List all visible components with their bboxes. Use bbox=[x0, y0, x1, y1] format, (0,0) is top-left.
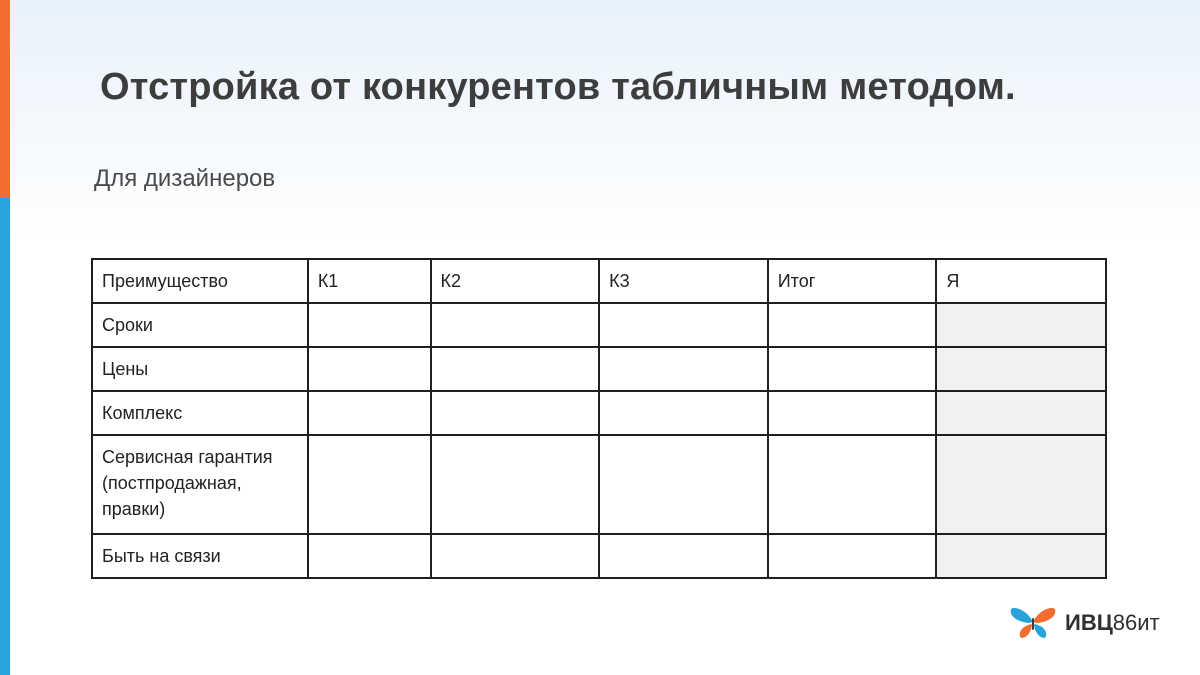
table-cell bbox=[431, 435, 600, 534]
company-logo bbox=[1009, 606, 1160, 640]
table-cell bbox=[308, 303, 431, 347]
table-header-cell: Преимущество bbox=[92, 259, 308, 303]
table-header-cell: Итог bbox=[768, 259, 937, 303]
table-header-cell: Я bbox=[936, 259, 1106, 303]
table-cell bbox=[768, 347, 937, 391]
table-cell bbox=[431, 391, 600, 435]
table-cell bbox=[308, 435, 431, 534]
row-label: Цены bbox=[92, 347, 308, 391]
table-cell bbox=[599, 347, 768, 391]
table-cell bbox=[599, 435, 768, 534]
table-row bbox=[92, 534, 1106, 578]
table-cell bbox=[308, 534, 431, 578]
slide-title: Отстройка от конкурентов табличным методом. bbox=[100, 66, 1016, 108]
table-cell-me bbox=[936, 391, 1106, 435]
table-cell bbox=[308, 347, 431, 391]
table-cell bbox=[599, 534, 768, 578]
butterfly-icon bbox=[1009, 606, 1057, 640]
table-row bbox=[92, 303, 1106, 347]
table-row bbox=[92, 347, 1106, 391]
table-header-row bbox=[92, 259, 1106, 303]
slide-subtitle: Для дизайнеров bbox=[94, 165, 276, 192]
row-label: Сервисная гарантия (постпродажная, правки) bbox=[92, 435, 308, 534]
table-header-cell: К3 bbox=[599, 259, 768, 303]
table-cell-me bbox=[936, 303, 1106, 347]
table-cell bbox=[431, 347, 600, 391]
logo-text-light: 86ит bbox=[1112, 610, 1160, 635]
table-cell bbox=[599, 391, 768, 435]
accent-bar-orange bbox=[0, 0, 10, 198]
table-cell bbox=[768, 435, 937, 534]
table-cell bbox=[431, 534, 600, 578]
table-header-cell: К1 bbox=[308, 259, 431, 303]
competitor-table bbox=[91, 258, 1107, 579]
row-label: Быть на связи bbox=[92, 534, 308, 578]
row-label: Сроки bbox=[92, 303, 308, 347]
table-cell-me bbox=[936, 347, 1106, 391]
table-row bbox=[92, 391, 1106, 435]
row-label: Комплекс bbox=[92, 391, 308, 435]
table-header-cell: К2 bbox=[431, 259, 600, 303]
table-row bbox=[92, 435, 1106, 534]
table-cell bbox=[431, 303, 600, 347]
table-cell bbox=[599, 303, 768, 347]
table-cell bbox=[768, 391, 937, 435]
accent-bar-blue bbox=[0, 198, 10, 675]
table-cell-me bbox=[936, 435, 1106, 534]
logo-text-bold: ИВЦ bbox=[1065, 610, 1113, 635]
table-cell bbox=[768, 303, 937, 347]
table-cell-me bbox=[936, 534, 1106, 578]
table-cell bbox=[768, 534, 937, 578]
table-cell bbox=[308, 391, 431, 435]
logo-text bbox=[1065, 610, 1160, 636]
